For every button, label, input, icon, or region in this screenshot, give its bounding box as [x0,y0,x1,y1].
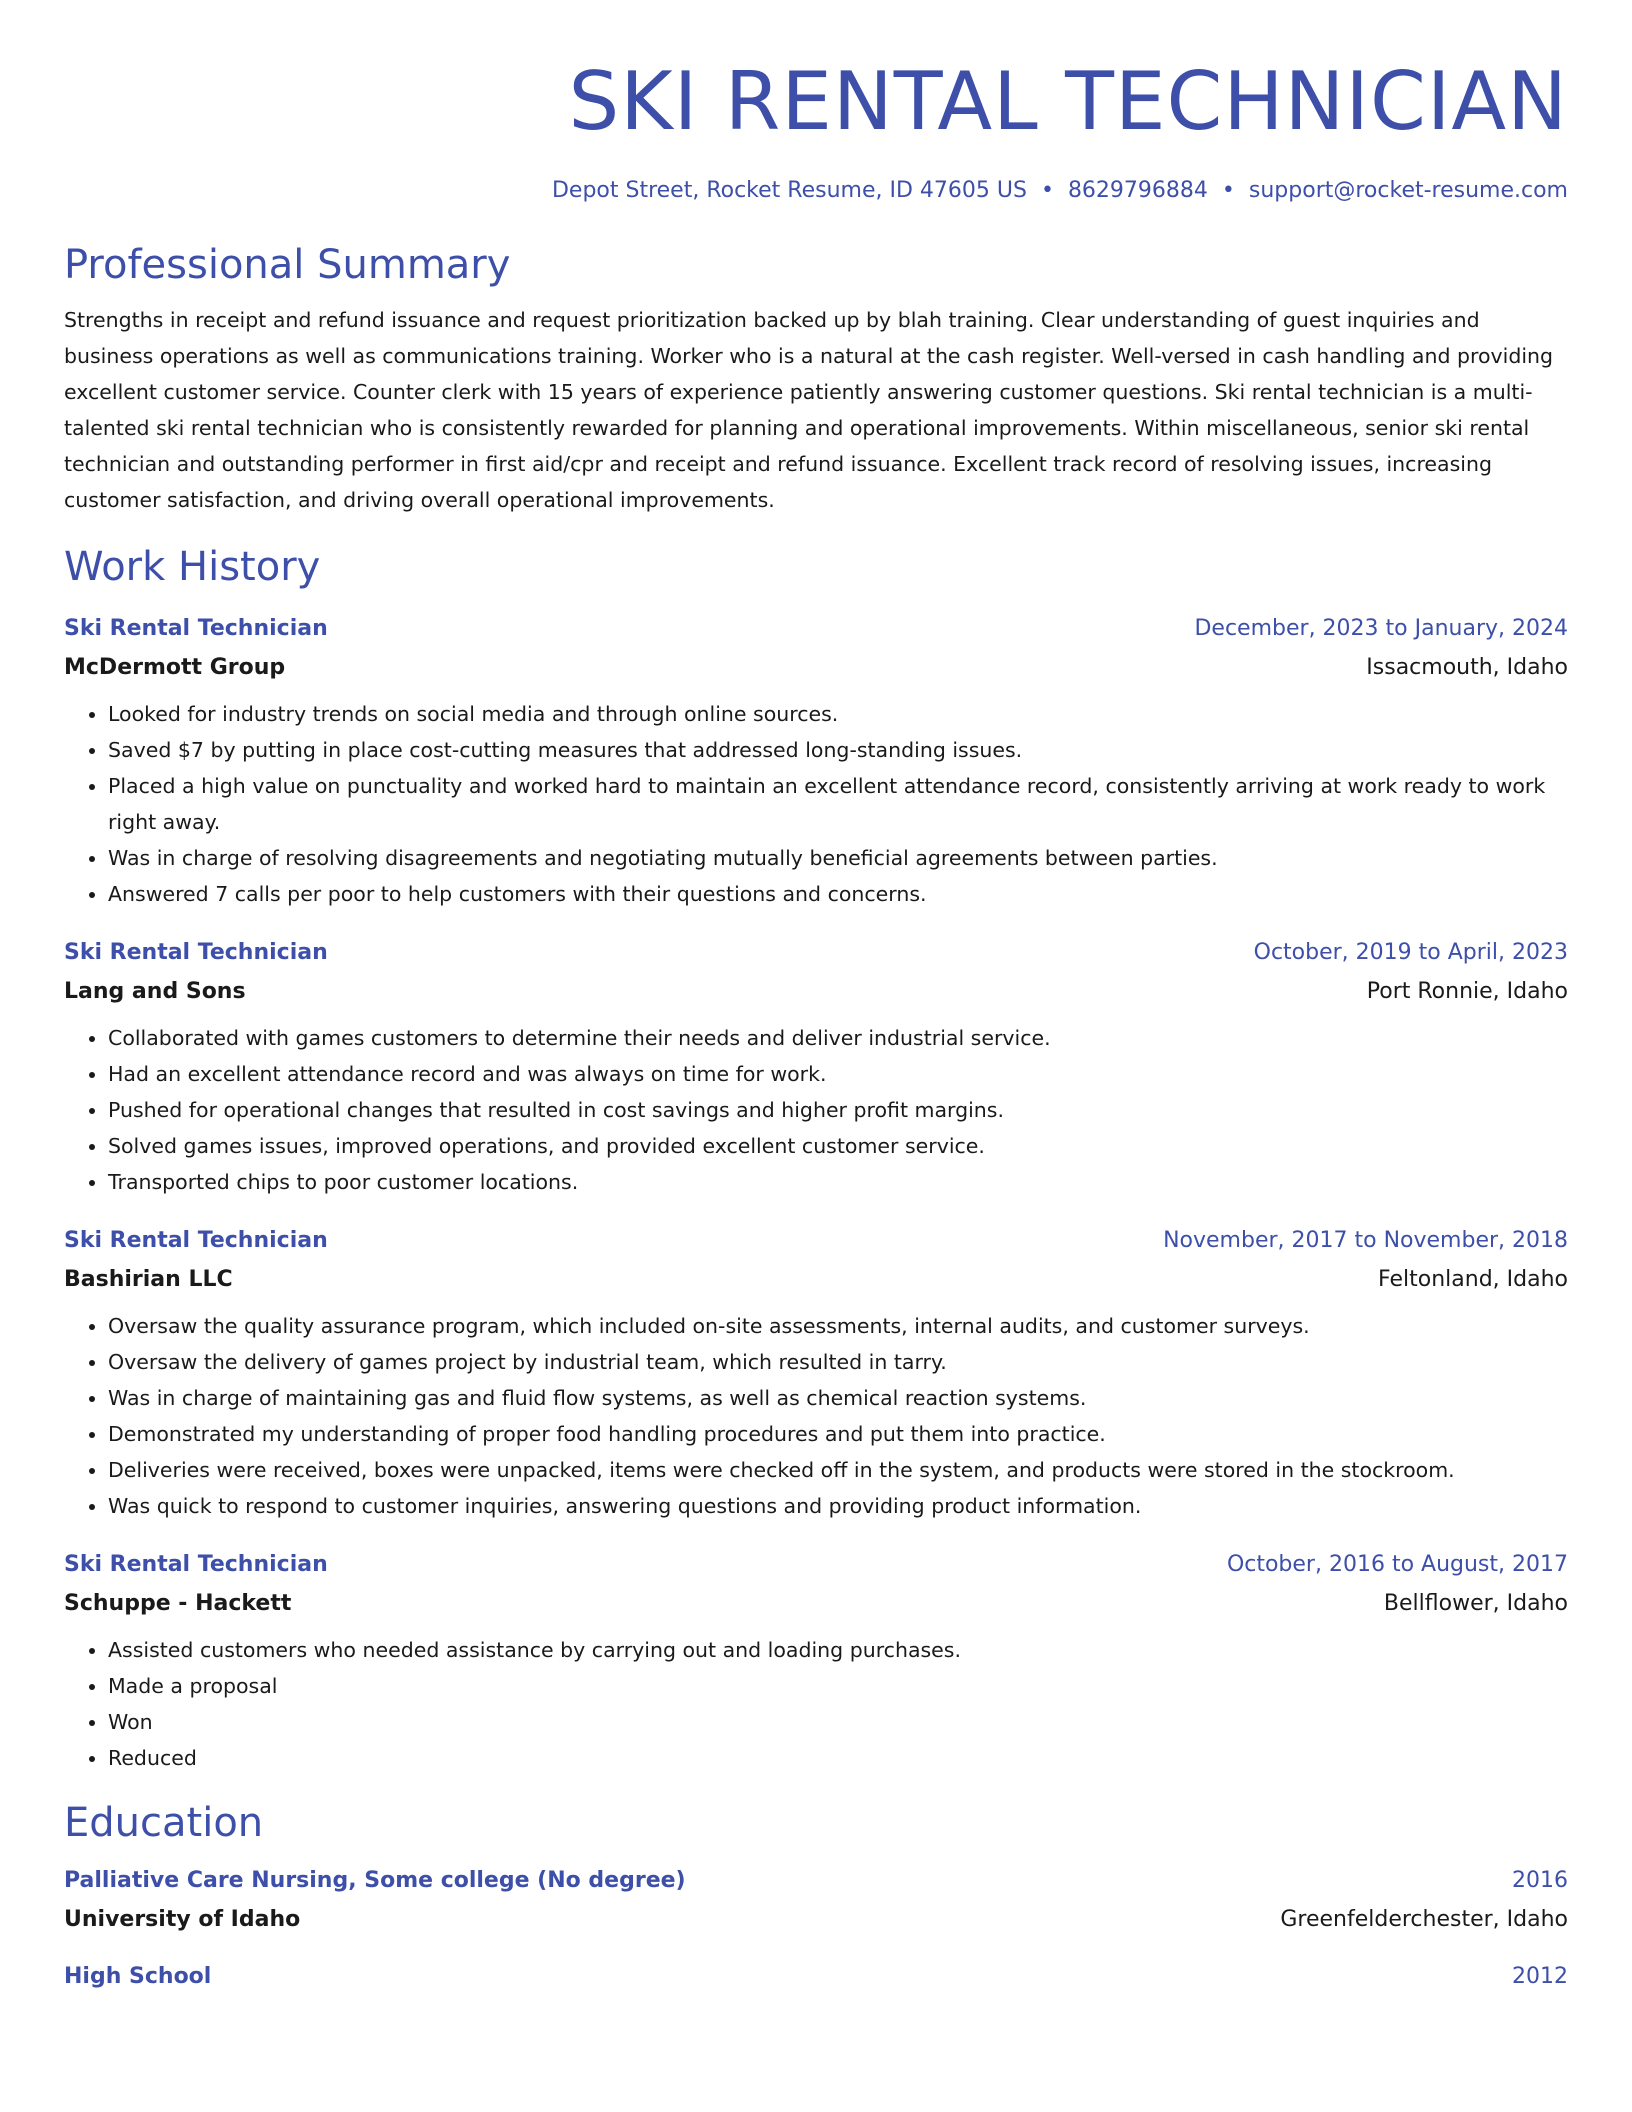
job-entry [64,610,1568,912]
job-dates: October, 2016 to August, 2017 [1226,1552,1568,1577]
job-company-row [64,1260,1568,1300]
education-entry [64,1958,1568,1996]
job-bullet: • Won [108,1704,1568,1740]
job-bullet: • Collaborated with games customers to determine their needs and deliver industrial service. [108,1020,1568,1056]
job-bullet: • Was in charge of maintaining gas and fluid flow systems, as well as chemical reaction systems. [108,1380,1568,1416]
job-role: Ski Rental Technician [64,616,328,641]
job-role: Ski Rental Technician [64,1228,328,1253]
education-entry [64,1862,1568,1940]
job-company: Lang and Sons [64,979,246,1004]
job-bullet: • Deliveries were received, boxes were unpacked, items were checked off in the system, and products were stored in the stockroom. [108,1452,1568,1488]
contact-separator: • [1221,178,1235,203]
job-bullet: • Answered 7 calls per poor to help customers with their questions and concerns. [108,876,1568,912]
education-year: 2016 [1512,1868,1568,1893]
job-company-row [64,972,1568,1012]
job-role: Ski Rental Technician [64,940,328,965]
job-location: Issacmouth, Idaho [1366,655,1568,680]
education-year: 2012 [1512,1964,1568,1989]
education-degree: High School [64,1964,212,1989]
job-entry [64,934,1568,1200]
contact-line [64,176,1568,206]
job-dates: December, 2023 to January, 2024 [1194,616,1568,641]
work-history-heading: Work History [64,544,321,590]
education-degree: Palliative Care Nursing, Some college (No degree) [64,1868,686,1893]
job-header-row [64,934,1568,972]
job-bullets [64,1020,1568,1200]
summary-heading: Professional Summary [64,242,511,288]
job-role: Ski Rental Technician [64,1552,328,1577]
job-bullet: • Looked for industry trends on social media and through online sources. [108,696,1568,732]
job-header-row [64,1546,1568,1584]
job-bullet: • Demonstrated my understanding of proper food handling procedures and put them into practice. [108,1416,1568,1452]
job-bullet: • Oversaw the quality assurance program, which included on-site assessments, internal audits, and customer surveys. [108,1308,1568,1344]
contact-email: support@rocket-resume.com [1248,178,1568,203]
job-bullet: • Was in charge of resolving disagreements and negotiating mutually beneficial agreements between parties. [108,840,1568,876]
contact-separator: • [1040,178,1054,203]
job-company: Schuppe - Hackett [64,1591,292,1616]
job-company: Bashirian LLC [64,1267,233,1292]
job-location: Feltonland, Idaho [1378,1267,1568,1292]
work-history-list [64,610,1568,1776]
job-location: Bellflower, Idaho [1383,1591,1568,1616]
job-bullets [64,1632,1568,1776]
education-school-row [64,1900,1568,1940]
job-bullet: • Had an excellent attendance record and was always on time for work. [108,1056,1568,1092]
job-bullet: • Assisted customers who needed assistance by carrying out and loading purchases. [108,1632,1568,1668]
job-header-row [64,1222,1568,1260]
job-bullet: • Was quick to respond to customer inquiries, answering questions and providing product information. [108,1488,1568,1524]
resume-title: SKI RENTAL TECHNICIAN [568,55,1568,148]
job-location: Port Ronnie, Idaho [1366,979,1568,1004]
education-location: Greenfelderchester, Idaho [1280,1907,1568,1932]
education-header-row [64,1862,1568,1900]
contact-phone: 8629796884 [1067,178,1208,203]
job-bullet: • Reduced [108,1740,1568,1776]
job-bullet: • Solved games issues, improved operations, and provided excellent customer service. [108,1128,1568,1164]
job-bullet: • Placed a high value on punctuality and worked hard to maintain an excellent attendance record, consistently arriving at work ready to work right away. [108,768,1568,840]
contact-address: Depot Street, Rocket Resume, ID 47605 US [551,178,1027,203]
education-heading: Education [64,1800,264,1846]
job-entry [64,1222,1568,1524]
job-bullet: • Transported chips to poor customer locations. [108,1164,1568,1200]
resume-page [64,0,1568,1996]
job-header-row [64,610,1568,648]
job-bullet: • Oversaw the delivery of games project by industrial team, which resulted in tarry. [108,1344,1568,1380]
job-dates: October, 2019 to April, 2023 [1253,940,1568,965]
job-dates: November, 2017 to November, 2018 [1163,1228,1568,1253]
summary-text: Strengths in receipt and refund issuance and request prioritization backed up by blah training. Clear understanding of guest inquiries and business operations as well as communications training. Worker who is a natural at the cash register. Well-versed in cash handling and providing excellent customer service. Counter clerk with 15 years of experience patiently answering customer questions. Ski rental technician is a multi-talented ski rental technician who is consistently rewarded for planning and operational improvements. Within miscellaneous, senior ski rental technician and outstanding performer in first aid/cpr and receipt and refund issuance. Excellent track record of resolving issues, increasing customer satisfaction, and driving overall operational improvements. [64,308,1554,512]
job-bullet: • Saved $7 by putting in place cost-cutting measures that addressed long-standing issues. [108,732,1568,768]
job-bullets [64,696,1568,912]
job-entry [64,1546,1568,1776]
job-bullet: • Pushed for operational changes that resulted in cost savings and higher profit margins. [108,1092,1568,1128]
job-company-row [64,648,1568,688]
education-header-row [64,1958,1568,1996]
job-company: McDermott Group [64,655,286,680]
job-company-row [64,1584,1568,1624]
job-bullets [64,1308,1568,1524]
job-bullet: • Made a proposal [108,1668,1568,1704]
education-school: University of Idaho [64,1907,301,1932]
